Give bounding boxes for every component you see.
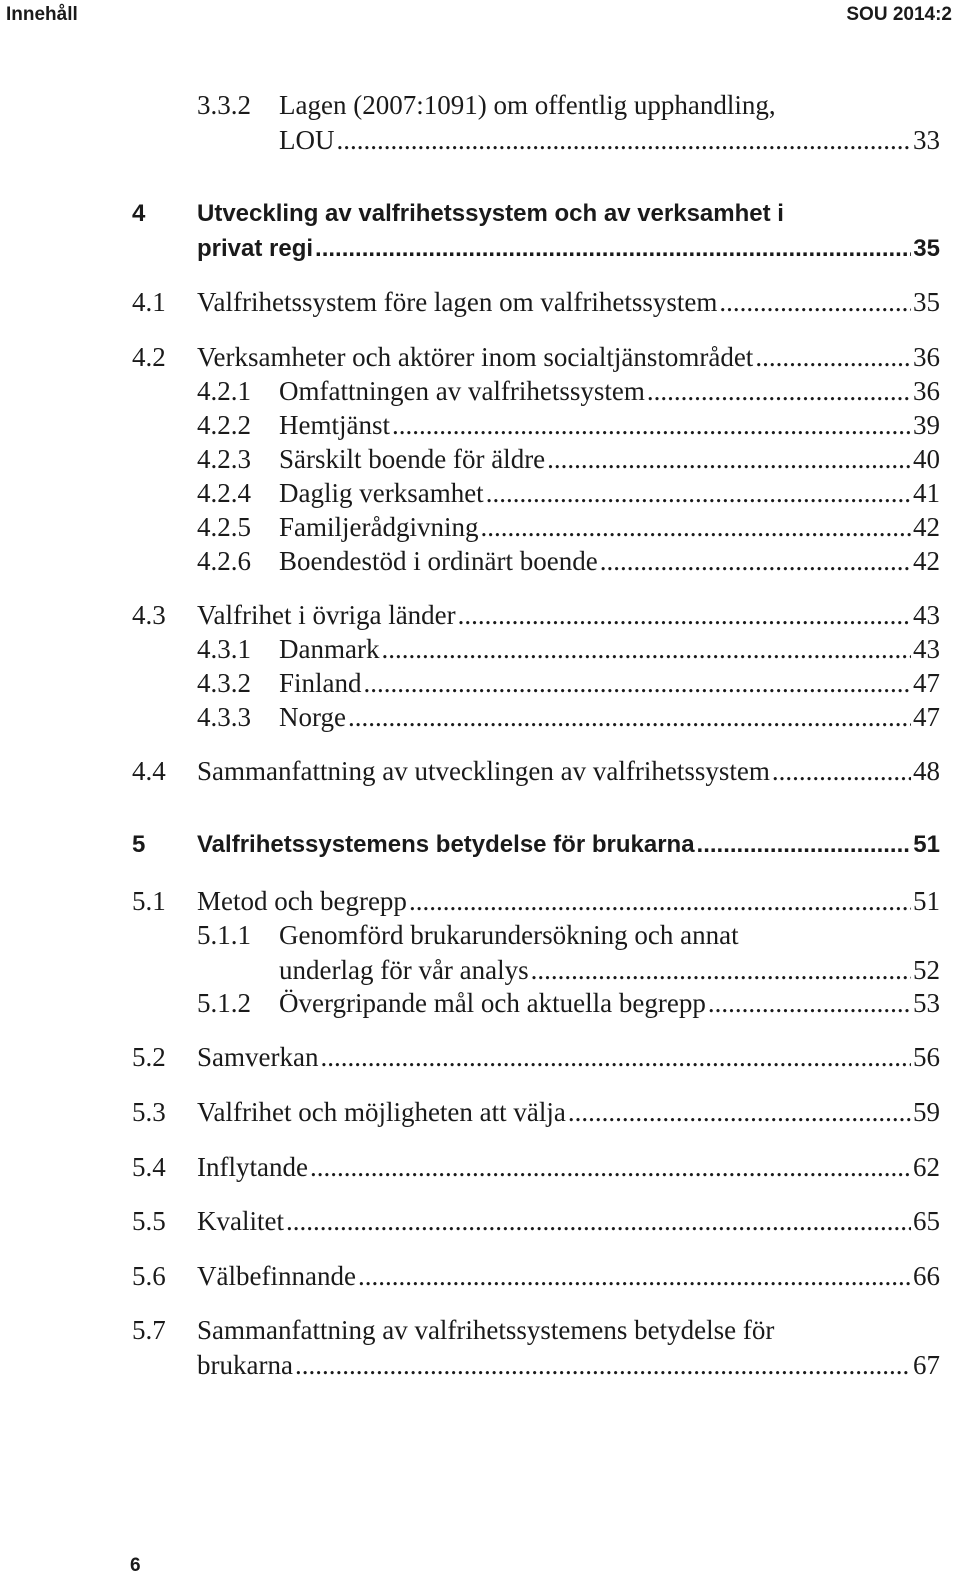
toc-entry-title: Boendestöd i ordinärt boende: [279, 546, 598, 576]
toc-entry-4-1[interactable]: [132, 285, 940, 320]
toc-entry-title-line1: Sammanfattning av valfrihetssystemens betydelse för: [197, 1315, 775, 1345]
toc-entry-4-4[interactable]: [132, 754, 940, 789]
toc-entry-number: 5.4: [132, 1152, 166, 1182]
toc-entry-page: 51: [913, 831, 940, 858]
toc-entry-page: 36: [913, 342, 940, 372]
header-section-label: Innehåll: [6, 4, 78, 25]
toc-entry-number: 5: [132, 831, 146, 858]
toc-entry-5-1[interactable]: [132, 884, 940, 919]
toc-entry-4-3[interactable]: [132, 598, 940, 633]
toc-entry-number: 3.3.2: [197, 90, 251, 120]
toc-entry-title: Välbefinnande: [197, 1261, 356, 1291]
dot-leader: [755, 340, 911, 375]
toc-entry-page: 51: [913, 886, 940, 916]
toc-entry-4-2-1[interactable]: [197, 374, 940, 409]
toc-entry-title-line1: Utveckling av valfrihetssystem och av verksamhet i: [197, 200, 784, 227]
toc-entry-5-1-1[interactable]: [197, 918, 940, 988]
dot-leader: [708, 986, 911, 1021]
toc-entry-page: 62: [913, 1152, 940, 1182]
toc-entry-4-2-6[interactable]: [197, 544, 940, 579]
toc-entry-4-2-3[interactable]: [197, 442, 940, 477]
toc-entry-title: Metod och begrepp: [197, 886, 407, 916]
toc-entry-number: 5.3: [132, 1097, 166, 1127]
toc-entry-title: Valfrihet i övriga länder: [197, 600, 456, 630]
toc-entry-4-3-2[interactable]: [197, 666, 940, 701]
dot-leader: [458, 598, 911, 633]
toc-entry-page: 33: [913, 125, 940, 155]
toc-entry-5-6[interactable]: [132, 1259, 940, 1294]
toc-entry-title: Finland: [279, 668, 362, 698]
toc-entry-page: 56: [913, 1042, 940, 1072]
dot-leader: [486, 476, 911, 511]
dot-leader: [320, 1040, 911, 1075]
toc-entry-title: Familjerådgivning: [279, 512, 479, 542]
toc-entry-5-3[interactable]: [132, 1095, 940, 1130]
toc-entry-title: Hemtjänst: [279, 410, 390, 440]
dot-leader: [547, 442, 911, 477]
toc-entry-title: Daglig verksamhet: [279, 478, 484, 508]
toc-entry-title: Kvalitet: [197, 1206, 284, 1236]
toc-entry-title: privat regi: [197, 235, 314, 262]
toc-entry-title: Övergripande mål och aktuella begrepp: [279, 988, 706, 1018]
toc-entry-4-2-2[interactable]: [197, 408, 940, 443]
toc-entry-title: Omfattningen av valfrihetssystem: [279, 376, 645, 406]
toc-entry-number: 4.4: [132, 756, 166, 786]
dot-leader: [295, 1348, 911, 1383]
dot-leader: [358, 1259, 911, 1294]
toc-entry-page: 41: [913, 478, 940, 508]
toc-entry-page: 47: [913, 702, 940, 732]
dot-leader: [600, 544, 911, 579]
toc-entry-4-3-3[interactable]: [197, 700, 940, 735]
toc-entry-page: 66: [913, 1261, 940, 1291]
toc-entry-number: 4.2.6: [197, 546, 251, 576]
dot-leader: [647, 374, 911, 409]
toc-entry-number: 4.2.4: [197, 478, 251, 508]
toc-entry-number: 4.3.3: [197, 702, 251, 732]
toc-entry-page: 48: [913, 756, 940, 786]
toc-entry-number: 4.3: [132, 600, 166, 630]
toc-entry-number: 4.2.5: [197, 512, 251, 542]
toc-entry-page: 52: [913, 955, 940, 985]
toc-entry-page: 42: [913, 546, 940, 576]
toc-entry-number: 4.2.2: [197, 410, 251, 440]
dot-leader: [348, 700, 911, 735]
toc-entry-5-1-2[interactable]: [197, 986, 940, 1021]
toc-entry-title-line1: Lagen (2007:1091) om offentlig upphandling,: [279, 90, 776, 120]
toc-entry-title: Norge: [279, 702, 346, 732]
toc-entry-number: 4.2.3: [197, 444, 251, 474]
dot-leader: [392, 408, 911, 443]
toc-entry-number: 5.2: [132, 1042, 166, 1072]
dot-leader: [772, 754, 911, 789]
toc-entry-5-4[interactable]: [132, 1150, 940, 1185]
dot-leader: [315, 231, 911, 266]
toc-entry-5-5[interactable]: [132, 1204, 940, 1239]
toc-entry-title: brukarna: [197, 1350, 293, 1380]
dot-leader: [480, 510, 911, 545]
toc-entry-page: 59: [913, 1097, 940, 1127]
dot-leader: [568, 1095, 911, 1130]
toc-entry-title: Valfrihetssystemens betydelse för brukarna: [197, 831, 695, 858]
toc-entry-number: 5.1: [132, 886, 166, 916]
toc-entry-page: 39: [913, 410, 940, 440]
toc-entry-5-7[interactable]: [132, 1313, 940, 1383]
toc-entry-number: 4.3.1: [197, 634, 251, 664]
toc-entry-title: Särskilt boende för äldre: [279, 444, 546, 474]
toc-entry-page: 43: [913, 600, 940, 630]
toc-entry-number: 5.7: [132, 1315, 166, 1345]
page-number: 6: [130, 1555, 141, 1576]
toc-entry-title: underlag för vår analys: [279, 955, 529, 985]
toc-chapter-5[interactable]: [132, 827, 940, 862]
toc-entry-title: Samverkan: [197, 1042, 319, 1072]
toc-entry-title: Valfrihetssystem före lagen om valfrihetssystem: [197, 287, 718, 317]
dot-leader: [337, 123, 912, 158]
header-report-id: SOU 2014:2: [846, 4, 952, 25]
toc-entry-title: Valfrihet och möjligheten att välja: [197, 1097, 566, 1127]
toc-entry-title: Danmark: [279, 634, 380, 664]
toc-entry-5-2[interactable]: [132, 1040, 940, 1075]
toc-entry-number: 4: [132, 200, 146, 227]
toc-entry-page: 67: [913, 1350, 940, 1380]
toc-entry-title: LOU: [279, 125, 335, 155]
toc-entry-title-line1: Genomförd brukarundersökning och annat: [279, 920, 739, 950]
toc-entry-number: 4.2: [132, 342, 166, 372]
toc-entry-title: Verksamheter och aktörer inom socialtjänstområdet: [197, 342, 754, 372]
toc-entry-page: 43: [913, 634, 940, 664]
toc-entry-number: 5.5: [132, 1206, 166, 1236]
dot-leader: [719, 285, 911, 320]
toc-entry-4-3-1[interactable]: [197, 632, 940, 667]
dot-leader: [310, 1150, 911, 1185]
toc-entry-page: 36: [913, 376, 940, 406]
toc-entry-number: 4.1: [132, 287, 166, 317]
toc-entry-page: 35: [913, 287, 940, 317]
toc-entry-page: 53: [913, 988, 940, 1018]
toc-entry-number: 4.3.2: [197, 668, 251, 698]
toc-entry-number: 5.6: [132, 1261, 166, 1291]
toc-entry-4-2-4[interactable]: [197, 476, 940, 511]
toc-chapter-4[interactable]: [132, 196, 940, 266]
dot-leader: [364, 666, 911, 701]
dot-leader: [409, 884, 911, 919]
toc-entry-number: 5.1.1: [197, 920, 251, 950]
dot-leader: [697, 827, 912, 862]
dot-leader: [286, 1204, 911, 1239]
toc-entry-4-2[interactable]: [132, 340, 940, 375]
toc-entry-3-3-2[interactable]: [197, 88, 940, 158]
toc-entry-page: 35: [913, 235, 940, 262]
toc-entry-number: 5.1.2: [197, 988, 251, 1018]
toc-entry-number: 4.2.1: [197, 376, 251, 406]
toc-entry-4-2-5[interactable]: [197, 510, 940, 545]
toc-entry-title: Sammanfattning av utvecklingen av valfrihetssystem: [197, 756, 770, 786]
toc-entry-page: 40: [913, 444, 940, 474]
dot-leader: [381, 632, 911, 667]
toc-entry-page: 47: [913, 668, 940, 698]
toc-entry-page: 42: [913, 512, 940, 542]
toc-entry-page: 65: [913, 1206, 940, 1236]
toc-entry-title: Inflytande: [197, 1152, 308, 1182]
dot-leader: [531, 953, 911, 988]
